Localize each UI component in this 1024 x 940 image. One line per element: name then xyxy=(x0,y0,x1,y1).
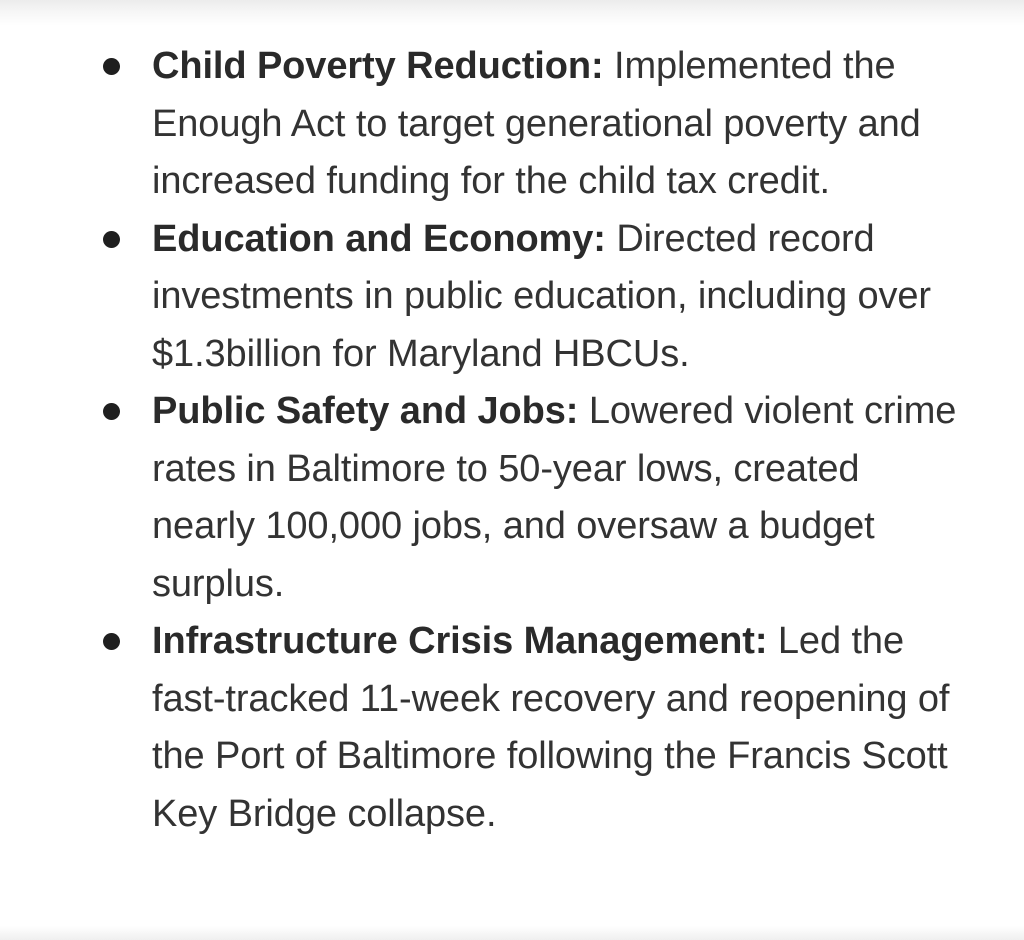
item-title: Infrastructure Crisis Management: xyxy=(152,620,768,662)
bullet-icon xyxy=(103,633,120,650)
list-item-education-economy xyxy=(0,211,1024,384)
item-text: Led the fast-tracked 11-week recovery and reopening of the Port of Baltimore following the Francis Scott Key Bridge collapse. xyxy=(152,620,950,835)
bottom-shadow xyxy=(0,926,1024,940)
bullet-icon xyxy=(103,58,120,75)
bullet-icon xyxy=(103,231,120,248)
top-shadow xyxy=(0,0,1024,26)
item-text: Directed record investments in public education, including over $1.3billion for Maryland HBCUs. xyxy=(152,217,931,375)
item-title: Education and Economy: xyxy=(152,217,606,260)
item-title: Child Poverty Reduction: xyxy=(152,45,604,87)
item-title: Public Safety and Jobs: xyxy=(152,390,579,432)
item-text: Lowered violent crime rates in Baltimore to 50-year lows, created nearly 100,000 jobs, and oversaw a budget surplus. xyxy=(152,390,957,605)
list-item-infrastructure xyxy=(0,613,1024,843)
accomplishments-list xyxy=(0,38,1024,843)
list-item-public-safety-jobs xyxy=(0,383,1024,613)
item-text: Implemented the Enough Act to target generational poverty and increased funding for the child tax credit. xyxy=(152,45,921,202)
bullet-icon xyxy=(103,403,120,420)
list-item-child-poverty xyxy=(0,38,1024,211)
